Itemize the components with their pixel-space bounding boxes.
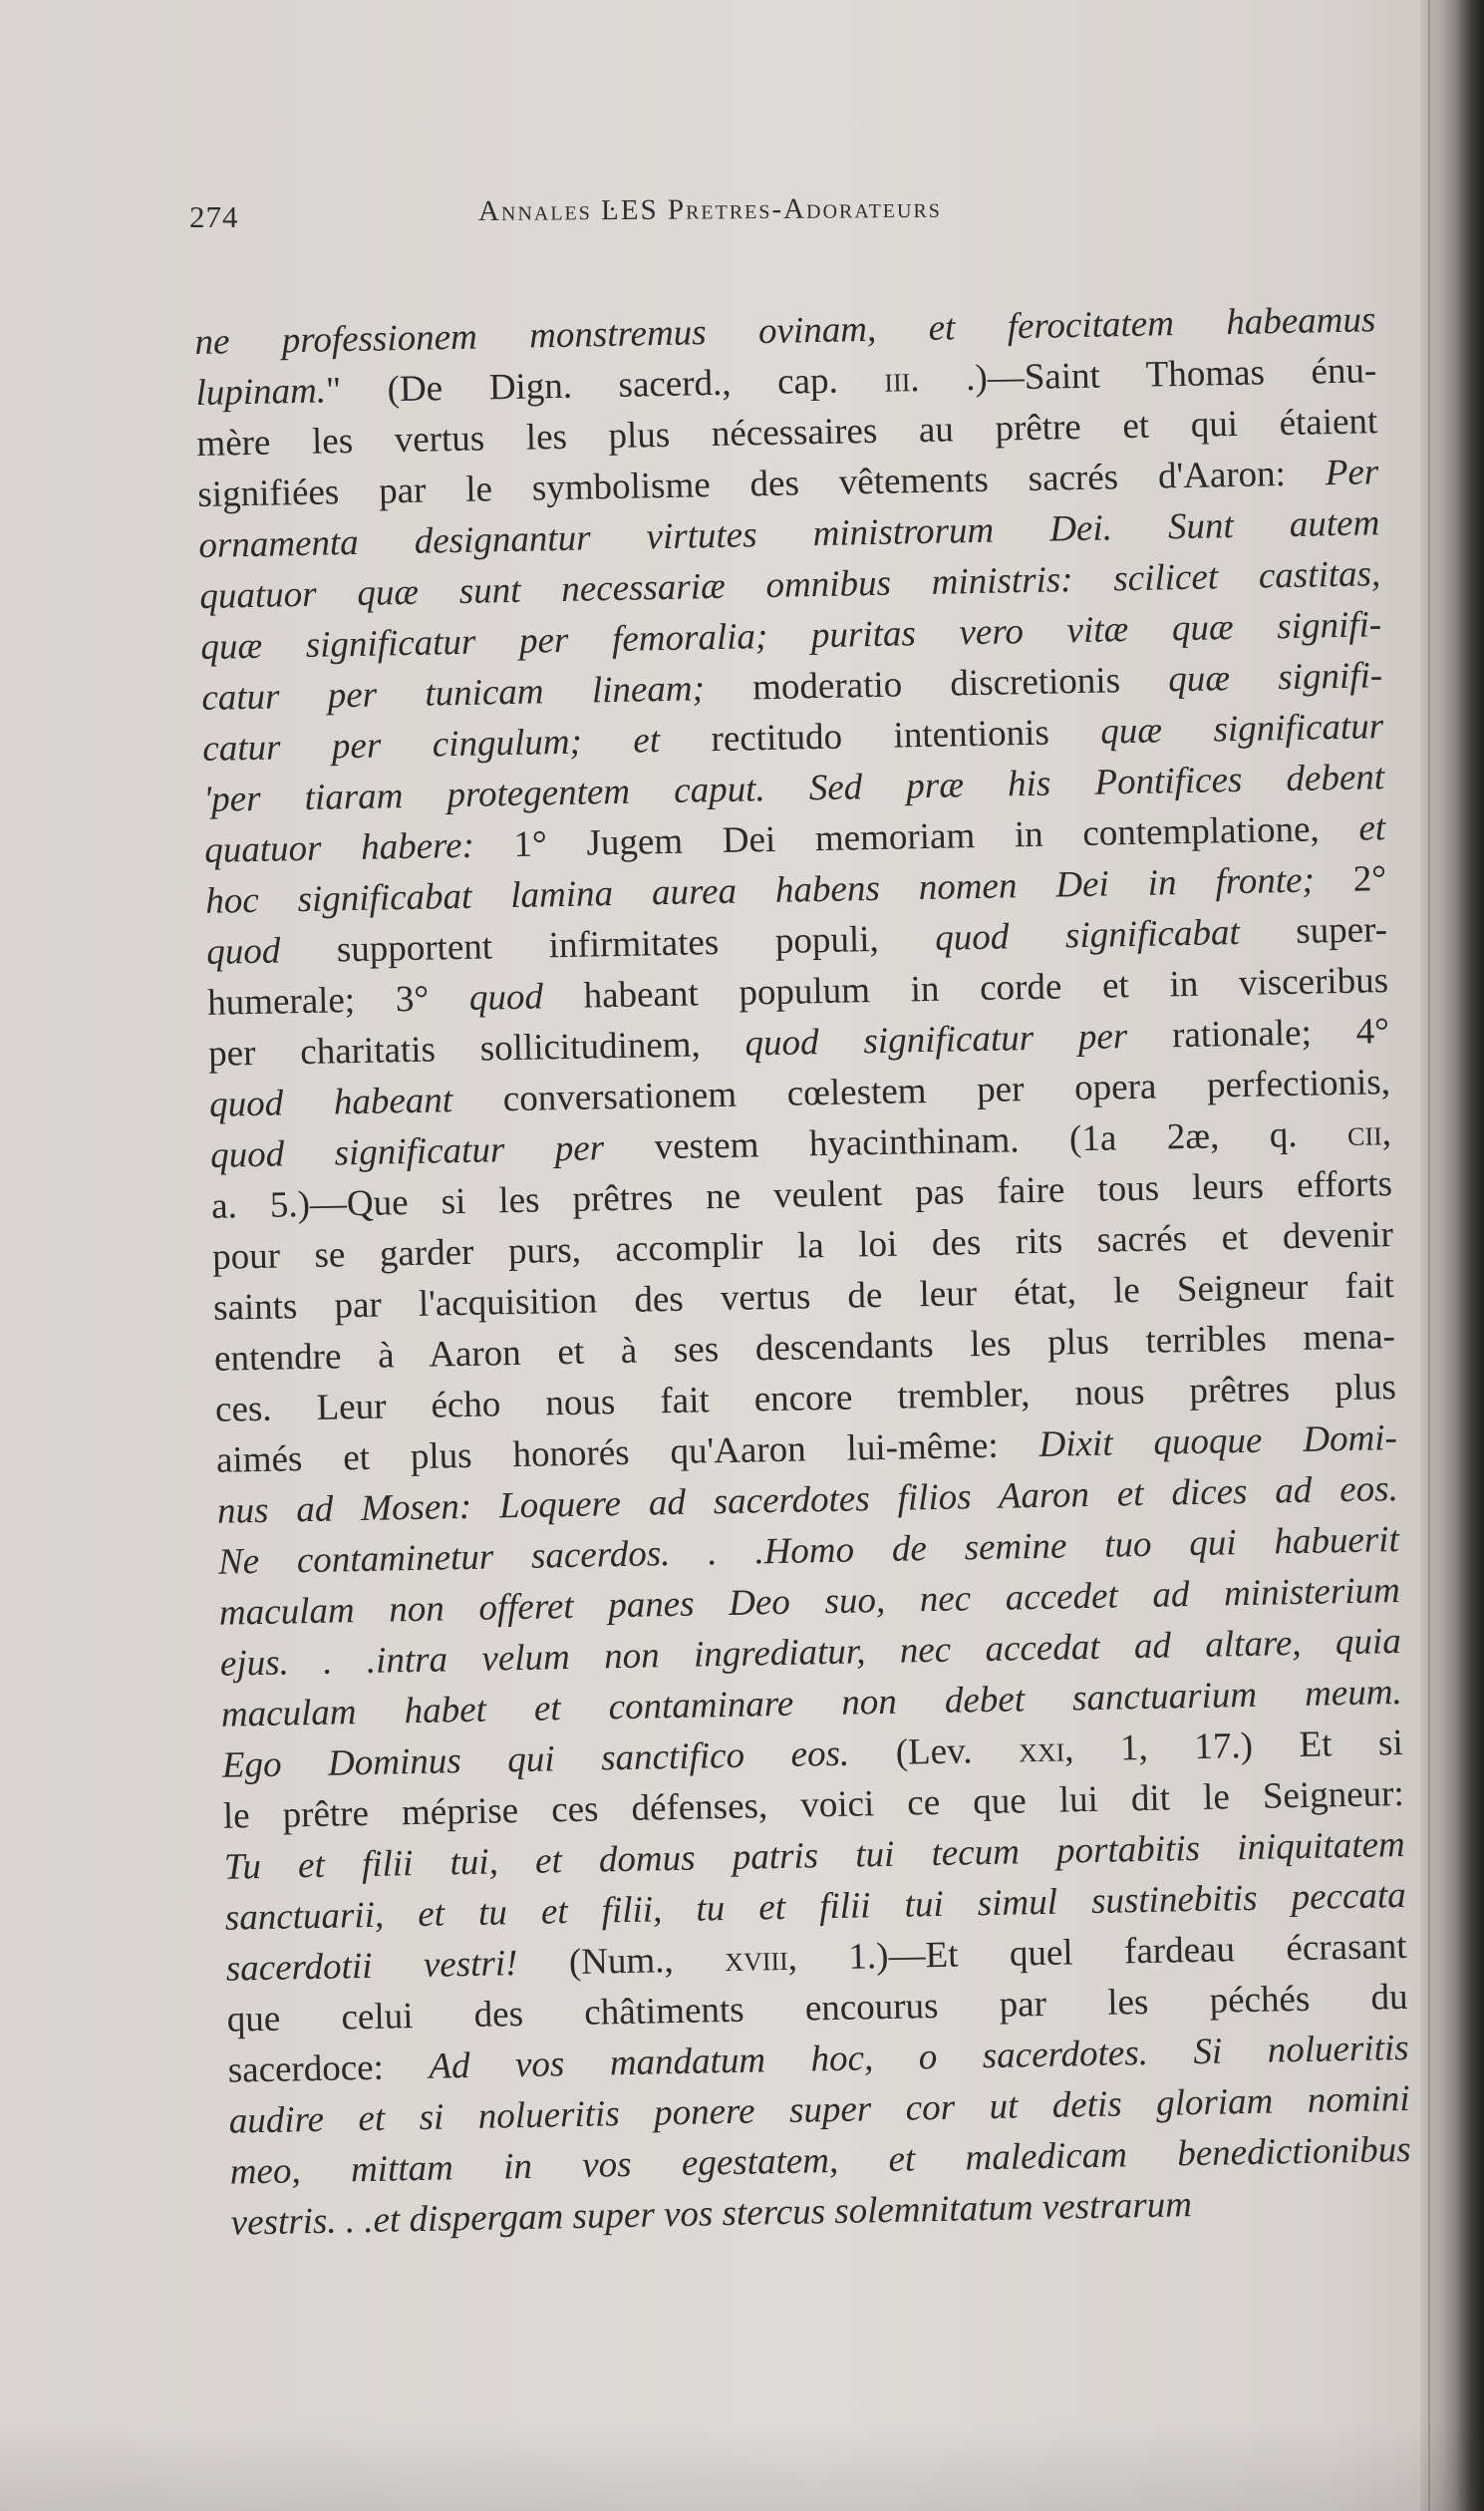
text-segment: humerale; 3°	[206, 977, 470, 1024]
text-segment: conversationem cœlestem per opera perfectionis,	[451, 1062, 1391, 1121]
text-segment: supportent infirmitates populi,	[279, 917, 936, 972]
text-segment: meo, mittam in vos egestatem, et maledicam benedictionibus	[229, 2128, 1411, 2193]
text-segment: (Lev.	[848, 1729, 1020, 1774]
text-segment: rationale; 4°	[1126, 1011, 1390, 1058]
text-segment: ornamenta designantur virtutes ministrorum Dei. Sunt autem	[198, 502, 1380, 566]
text-segment: ne professionem monstremus ovinam, et ferocitatem habeamus	[194, 299, 1376, 363]
text-segment: quatuor quæ sunt necessariæ omnibus ministris: scilicet castitas,	[198, 553, 1381, 617]
running-title: Annales ĿES Pretres-Adorateurs	[477, 191, 942, 227]
text-segment: vestris. . .et dispergam super vos stercus solemnitatum vestrarum	[230, 2184, 1193, 2244]
page-number: 274	[189, 199, 239, 234]
text-segment: pour se garder purs, accomplir la loi des rits sacrés et devenir	[211, 1214, 1394, 1278]
body-text	[194, 294, 1412, 2248]
text-segment: sacerdotii vestri!	[225, 1943, 518, 1990]
text-segment: Ego Dominus qui sanctifico eos.	[221, 1732, 850, 1786]
running-header	[189, 189, 1385, 249]
text-segment: mère les vertus les plus nécessaires au prêtre et qui étaient	[196, 401, 1378, 465]
text-segment: quod	[468, 976, 544, 1019]
text-segment: sanctuarii, et tu et filii, tu et filii tui simul sustinebitis peccata	[224, 1874, 1407, 1939]
text-segment: super-	[1239, 909, 1388, 953]
text-segment: et	[1357, 807, 1386, 849]
text-segment: catur per cingulum; et	[201, 720, 661, 770]
text-segment: Per	[1325, 452, 1379, 494]
text-segment: rectitudo intentionis	[659, 711, 1101, 762]
text-segment: cii	[1346, 1112, 1383, 1154]
text-segment: ces. Leur écho nous fait encore trembler, nous prêtres plus	[214, 1367, 1397, 1430]
text-segment: xxi	[1018, 1728, 1065, 1771]
text-segment: (Num.,	[517, 1939, 726, 1985]
text-segment: 1° Jugem Dei memoriam in contemplatione,	[473, 807, 1359, 866]
text-segment: quod significatur per	[744, 1016, 1128, 1065]
text-segment: aimés et plus honorés qu'Aaron lui-même:	[215, 1423, 1039, 1481]
text-segment: quæ significatur per femoralia; puritas vero vitæ quæ signifi-	[199, 604, 1382, 668]
text-segment: quod habeant	[208, 1080, 453, 1125]
text-segment: Ne contaminetur sacerdos. . .Homo de semine tuo qui habuerit	[217, 1519, 1400, 1583]
text-segment: saints par l'acquisition des vertus de leur état, le Seigneur fait	[212, 1265, 1395, 1329]
text-segment: Tu et filii tui, et domus patris tui tecum portabitis iniquitatem	[223, 1823, 1406, 1888]
text-segment: quæ significatur	[1099, 706, 1384, 753]
text-segment: quod significabat	[934, 911, 1241, 959]
text-segment: maculam habet et contaminare non debet sanctuarium meum.	[220, 1671, 1403, 1735]
text-segment: catur per tunicam lineam;	[200, 668, 706, 719]
text-segment: quod	[205, 930, 281, 973]
text-segment: ,	[1381, 1112, 1392, 1154]
text-segment: iii	[883, 359, 911, 401]
text-segment: signifiées par le symbolisme des vêtements sacrés d'Aaron:	[197, 453, 1327, 515]
text-segment: nus ad Mosen: Loquere ad sacerdotes filios Aaron et dices ad eos.	[216, 1468, 1399, 1532]
text-segment: que celui des châtiments encourus par les péchés du	[226, 1976, 1408, 2040]
page-shadow	[0, 2421, 1484, 2511]
text-segment: per charitatis sollicitudinem,	[207, 1023, 745, 1075]
text-segment: moderatio discretionis	[704, 659, 1169, 710]
text-segment: quæ signifi-	[1167, 655, 1383, 701]
text-segment: le prêtre méprise ces défenses, voici ce que lui dit le Seigneur:	[222, 1772, 1405, 1837]
text-segment: hoc significabat lamina aurea habens nomen Dei in fronte;	[204, 859, 1316, 922]
text-segment: Dixit quoque Domi-	[1039, 1417, 1398, 1465]
text-segment: audire et si nolueritis ponere super cor ut detis gloriam nomini	[228, 2077, 1410, 2142]
text-segment: maculam non offeret panes Deo suo, nec accedet ad ministerium	[218, 1570, 1401, 1634]
text-segment: 2°	[1314, 858, 1387, 901]
text-segment: habeant populum in corde et in visceribus	[542, 960, 1389, 1018]
text-segment: Ad vos mandatum hoc, o sacerdotes. Si nolueritis	[429, 2027, 1409, 2087]
text-segment: ejus. . .intra velum non ingrediatur, nec accedat ad altare, quia	[219, 1621, 1402, 1685]
text-segment: lupinam.	[195, 370, 327, 414]
text-segment: , 1.)—Et quel fardeau écrasant	[787, 1925, 1407, 1979]
text-segment: , 1, 17.) Et si	[1063, 1722, 1404, 1770]
text-segment: vestem hyacinthinam. (1a 2æ, q.	[603, 1112, 1348, 1169]
page-fold-line	[1428, 0, 1430, 2511]
text-segment: " (De Dign. sacerd., cap.	[325, 359, 885, 412]
text-segment: entendre à Aaron et à ses descendants les plus terribles mena-	[213, 1316, 1396, 1380]
text-segment: 'per tiaram protegentem caput. Sed præ his Pontifices debent	[202, 757, 1385, 820]
text-segment: xviii	[724, 1937, 789, 1981]
text-segment: sacerdoce:	[227, 2045, 430, 2091]
text-segment: a. 5.)—Que si les prêtres ne veulent pas faire tous leurs efforts	[210, 1163, 1393, 1227]
text-segment: . .)—Saint Thomas énu-	[909, 350, 1377, 401]
text-segment: quatuor habere:	[203, 824, 475, 871]
text-segment: quod significatur per	[209, 1127, 605, 1176]
